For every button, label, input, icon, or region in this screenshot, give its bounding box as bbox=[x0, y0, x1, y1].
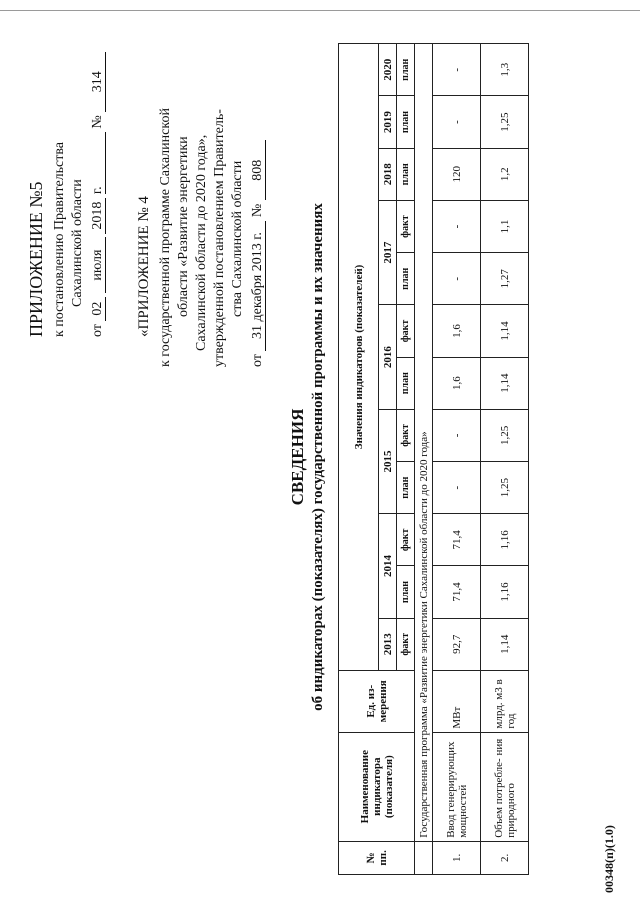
appendix5-date-prefix: от bbox=[90, 324, 105, 337]
row-value: 92,7 bbox=[433, 618, 481, 670]
row-value: 1,2 bbox=[481, 148, 529, 200]
row-value: - bbox=[433, 253, 481, 305]
appendix5-year: 2018 bbox=[90, 198, 106, 234]
row-value: 120 bbox=[433, 148, 481, 200]
row-value: 1,25 bbox=[481, 96, 529, 148]
appendix5-day: 02 bbox=[90, 297, 106, 321]
table-row bbox=[415, 44, 433, 875]
header-plan: план bbox=[397, 96, 415, 148]
appendix5-num-sign: № bbox=[90, 115, 105, 129]
header-plan: план bbox=[397, 148, 415, 200]
header-year: 2017 bbox=[379, 200, 397, 304]
indicators-table bbox=[338, 43, 529, 875]
row-num: 1. bbox=[433, 841, 481, 874]
row-value: 1,14 bbox=[481, 305, 529, 357]
row-unit: МВт bbox=[433, 670, 481, 732]
header-fact: факт bbox=[397, 618, 415, 670]
table-row bbox=[481, 44, 529, 875]
header-fact: факт bbox=[397, 514, 415, 566]
row-value: - bbox=[433, 462, 481, 514]
header-year: 2013 bbox=[379, 618, 397, 670]
appendix5-date-line bbox=[90, 52, 106, 337]
program-row-blank bbox=[415, 841, 433, 874]
row-value: - bbox=[433, 96, 481, 148]
row-value: 1,6 bbox=[433, 305, 481, 357]
row-value: - bbox=[433, 409, 481, 461]
header-plan: план bbox=[397, 253, 415, 305]
row-name: Ввод генерирующих мощностей bbox=[433, 732, 481, 841]
header-year: 2016 bbox=[379, 305, 397, 409]
header-unit: Ед. из- мерения bbox=[339, 670, 415, 732]
appendix4-num-sign: № bbox=[250, 203, 265, 218]
appendix5-title: ПРИЛОЖЕНИЕ №5 bbox=[26, 181, 46, 337]
header-values: Значения индикаторов (показателей) bbox=[339, 44, 379, 671]
appendix5-line2: Сахалинской области bbox=[70, 179, 85, 307]
header-plan: план bbox=[397, 357, 415, 409]
header-year: 2018 bbox=[379, 148, 397, 200]
appendix4-line: утвержденной постановлением Правитель- bbox=[212, 109, 227, 367]
header-plan: план bbox=[397, 462, 415, 514]
document-title: СВЕДЕНИЯ bbox=[288, 408, 307, 506]
row-value: 1,1 bbox=[481, 200, 529, 252]
program-row-label: Государственная программа «Развитие энергетики Сахалинской области до 2020 года» bbox=[415, 44, 433, 842]
appendix4-line: к государственной программе Сахалинской bbox=[158, 108, 173, 367]
appendix4-date: 31 декабря 2013 г. bbox=[250, 221, 266, 351]
appendix4-date-prefix: от bbox=[250, 354, 265, 367]
scan-edge-line bbox=[0, 10, 640, 11]
table-row bbox=[433, 44, 481, 875]
row-value: - bbox=[433, 44, 481, 96]
appendix5-number: 314 bbox=[90, 52, 106, 112]
row-value: - bbox=[433, 200, 481, 252]
appendix4-number: 808 bbox=[250, 140, 266, 200]
row-value: 71,4 bbox=[433, 566, 481, 618]
appendix4-date-line bbox=[250, 140, 266, 367]
header-year: 2020 bbox=[379, 44, 397, 96]
row-value: 1,27 bbox=[481, 253, 529, 305]
header-year: 2014 bbox=[379, 514, 397, 618]
header-plan: план bbox=[397, 44, 415, 96]
document-subtitle: об индикаторах (показателях) государственной программы и их значениях bbox=[310, 203, 326, 711]
row-value: 1,25 bbox=[481, 462, 529, 514]
header-plan: план bbox=[397, 566, 415, 618]
row-num: 2. bbox=[481, 841, 529, 874]
header-fact: факт bbox=[397, 409, 415, 461]
rotated-page bbox=[8, 17, 632, 897]
header-year: 2019 bbox=[379, 96, 397, 148]
row-value: 1,16 bbox=[481, 566, 529, 618]
appendix5-month: июля bbox=[90, 237, 106, 293]
header-year: 2015 bbox=[379, 409, 397, 513]
header-fact: факт bbox=[397, 200, 415, 252]
header-num: № пп. bbox=[339, 841, 415, 874]
appendix4-title: «ПРИЛОЖЕНИЕ № 4 bbox=[136, 196, 152, 337]
row-name: Объем потребле- ния природного bbox=[481, 732, 529, 841]
row-value: 1,6 bbox=[433, 357, 481, 409]
appendix4-line: Сахалинской области до 2020 года», bbox=[194, 134, 209, 351]
row-value: 1,25 bbox=[481, 409, 529, 461]
row-value: 1,14 bbox=[481, 357, 529, 409]
row-value: 71,4 bbox=[433, 514, 481, 566]
row-unit: млрд. м3 в год bbox=[481, 670, 529, 732]
row-value: 1,14 bbox=[481, 618, 529, 670]
appendix4-line: ства Сахалинской области bbox=[230, 160, 245, 317]
header-name: Наименование индикатора (показателя) bbox=[339, 732, 415, 841]
appendix4-line: области «Развитие энергетики bbox=[176, 136, 191, 317]
row-value: 1,3 bbox=[481, 44, 529, 96]
footer-code: 00348(п)(1.0) bbox=[602, 825, 616, 893]
row-value: 1,16 bbox=[481, 514, 529, 566]
appendix5-line1: к постановлению Правительства bbox=[52, 141, 67, 337]
appendix5-year-suffix: г. bbox=[90, 132, 106, 194]
header-fact: факт bbox=[397, 305, 415, 357]
